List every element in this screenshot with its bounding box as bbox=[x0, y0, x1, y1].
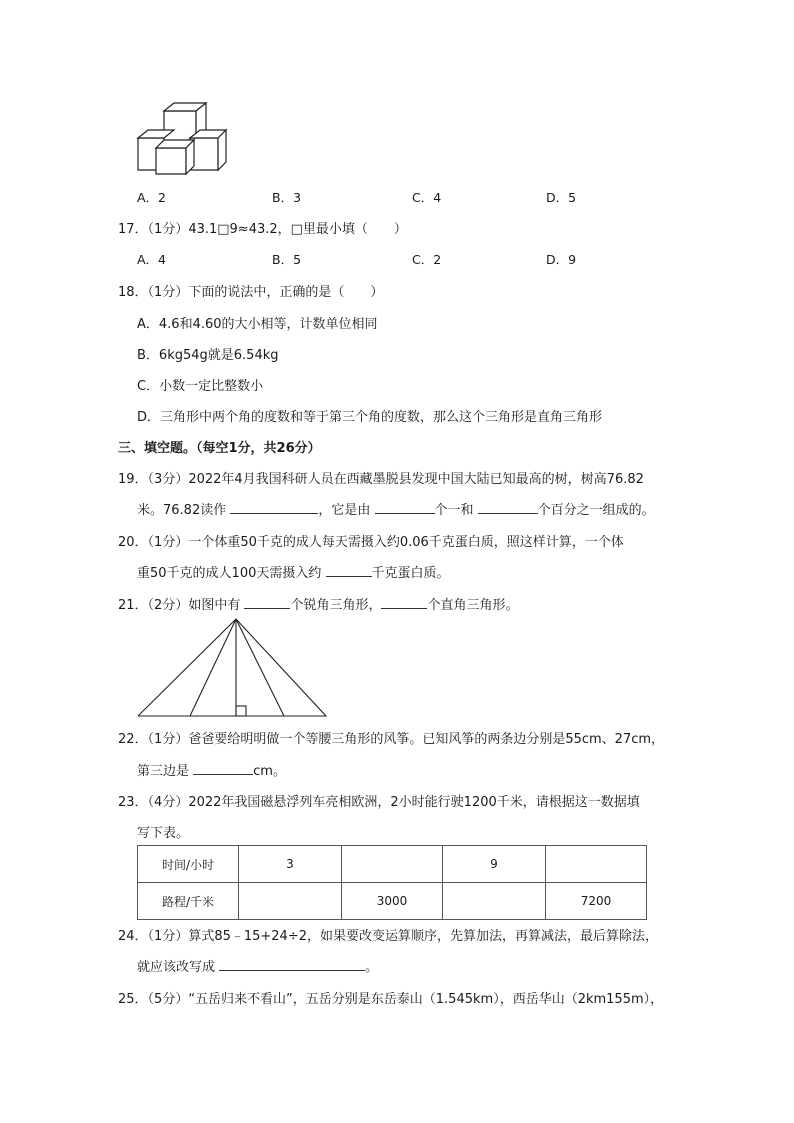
table-cell[interactable] bbox=[546, 846, 647, 883]
q19-blank-1[interactable] bbox=[230, 501, 318, 514]
table-row bbox=[138, 846, 647, 883]
q17-option-c[interactable]: C．2 bbox=[412, 252, 442, 267]
q19-text-c: 个一和 bbox=[434, 503, 474, 518]
q17-option-a[interactable]: A．4 bbox=[137, 252, 167, 267]
q17-option-d[interactable]: D．9 bbox=[546, 252, 577, 267]
q21-text-c: 个直角三角形。 bbox=[427, 598, 519, 613]
q19-text-b: ，它是由 bbox=[318, 503, 371, 518]
q22-line2 bbox=[137, 760, 286, 779]
q18-option-d[interactable]: D．三角形中两个角的度数和等于第三个角的度数，那么这个三角形是直角三角形 bbox=[137, 410, 603, 425]
q21-blank-2[interactable] bbox=[381, 596, 427, 609]
table-cell: 7200 bbox=[546, 883, 647, 920]
q20-line1: 20．（1分）一个体重50千克的成人每天需摄入约0.06千克蛋白质，照这样计算，一个体 bbox=[118, 535, 624, 550]
section-title: 三、填空题。（每空1分，共26分） bbox=[118, 441, 321, 456]
table-cell: 路程/千米 bbox=[138, 883, 239, 920]
q17-stem: 17．（1分）43.1□9≈43.2，□里最小填（ ） bbox=[118, 222, 407, 237]
speed-table bbox=[137, 845, 647, 920]
q24-text-a: 就应该改写成 bbox=[137, 960, 216, 975]
q21-line bbox=[118, 594, 519, 613]
q19-line2 bbox=[137, 499, 655, 518]
q21-text-a: 21．（2分）如图中有 bbox=[118, 598, 241, 613]
q18-option-c[interactable]: C．小数一定比整数小 bbox=[137, 379, 264, 394]
q19-blank-3[interactable] bbox=[478, 501, 538, 514]
q16-option-d[interactable]: D．5 bbox=[546, 190, 577, 205]
q20-line2 bbox=[137, 562, 450, 581]
table-cell[interactable] bbox=[443, 883, 546, 920]
q21-text-b: 个锐角三角形， bbox=[290, 598, 382, 613]
table-cell: 3 bbox=[239, 846, 342, 883]
q18-option-b[interactable]: B．6kg54g就是6.54kg bbox=[137, 348, 279, 363]
table-cell: 3000 bbox=[342, 883, 443, 920]
q20-text-a: 重50千克的成人100天需摄入约 bbox=[137, 566, 322, 581]
q24-line2 bbox=[137, 956, 378, 975]
q16-option-c[interactable]: C．4 bbox=[412, 190, 442, 205]
q25-line1: 25．（5分）“五岳归来不看山”，五岳分别是东岳泰山（1.545km），西岳华山（2km155m）， bbox=[118, 992, 664, 1007]
q24-blank-1[interactable] bbox=[219, 958, 365, 971]
q20-blank-1[interactable] bbox=[326, 564, 372, 577]
q22-text-b: cm。 bbox=[253, 764, 286, 779]
table-cell: 9 bbox=[443, 846, 546, 883]
q22-line1: 22．（1分）爸爸要给明明做一个等腰三角形的风筝。已知风筝的两条边分别是55cm、27cm， bbox=[118, 732, 665, 747]
q19-text-d: 个百分之一组成的。 bbox=[537, 503, 655, 518]
q23-line1: 23．（4分）2022年我国磁悬浮列车亮相欧洲，2小时能行驶1200千米，请根据这一数据填 bbox=[118, 795, 640, 810]
q19-blank-2[interactable] bbox=[375, 501, 435, 514]
q24-line1: 24．（1分）算式85﹣15+24÷2，如果要改变运算顺序，先算加法，再算减法，最后算除法， bbox=[118, 929, 658, 944]
q24-text-b: 。 bbox=[365, 960, 379, 975]
table-cell[interactable] bbox=[239, 883, 342, 920]
q16-option-b[interactable]: B．3 bbox=[272, 190, 302, 205]
q16-option-a[interactable]: A．2 bbox=[137, 190, 167, 205]
q22-text-a: 第三边是 bbox=[137, 764, 190, 779]
table-row bbox=[138, 883, 647, 920]
q19-text-a: 米。76.82读作 bbox=[137, 503, 227, 518]
q19-line1: 19．（3分）2022年4月我国科研人员在西藏墨脱县发现中国大陆已知最高的树，树高76.82 bbox=[118, 472, 644, 487]
q17-option-b[interactable]: B．5 bbox=[272, 252, 302, 267]
triangle-figure bbox=[136, 614, 330, 720]
q21-blank-1[interactable] bbox=[244, 596, 290, 609]
q18-option-a[interactable]: A．4.6和4.60的大小相等，计数单位相同 bbox=[137, 317, 378, 332]
q20-text-b: 千克蛋白质。 bbox=[371, 566, 450, 581]
table-cell: 时间/小时 bbox=[138, 846, 239, 883]
q23-line2: 写下表。 bbox=[137, 826, 190, 841]
q22-blank-1[interactable] bbox=[193, 762, 253, 775]
table-cell[interactable] bbox=[342, 846, 443, 883]
q18-stem: 18．（1分）下面的说法中，正确的是（ ） bbox=[118, 285, 384, 300]
cube-figure bbox=[128, 98, 228, 176]
